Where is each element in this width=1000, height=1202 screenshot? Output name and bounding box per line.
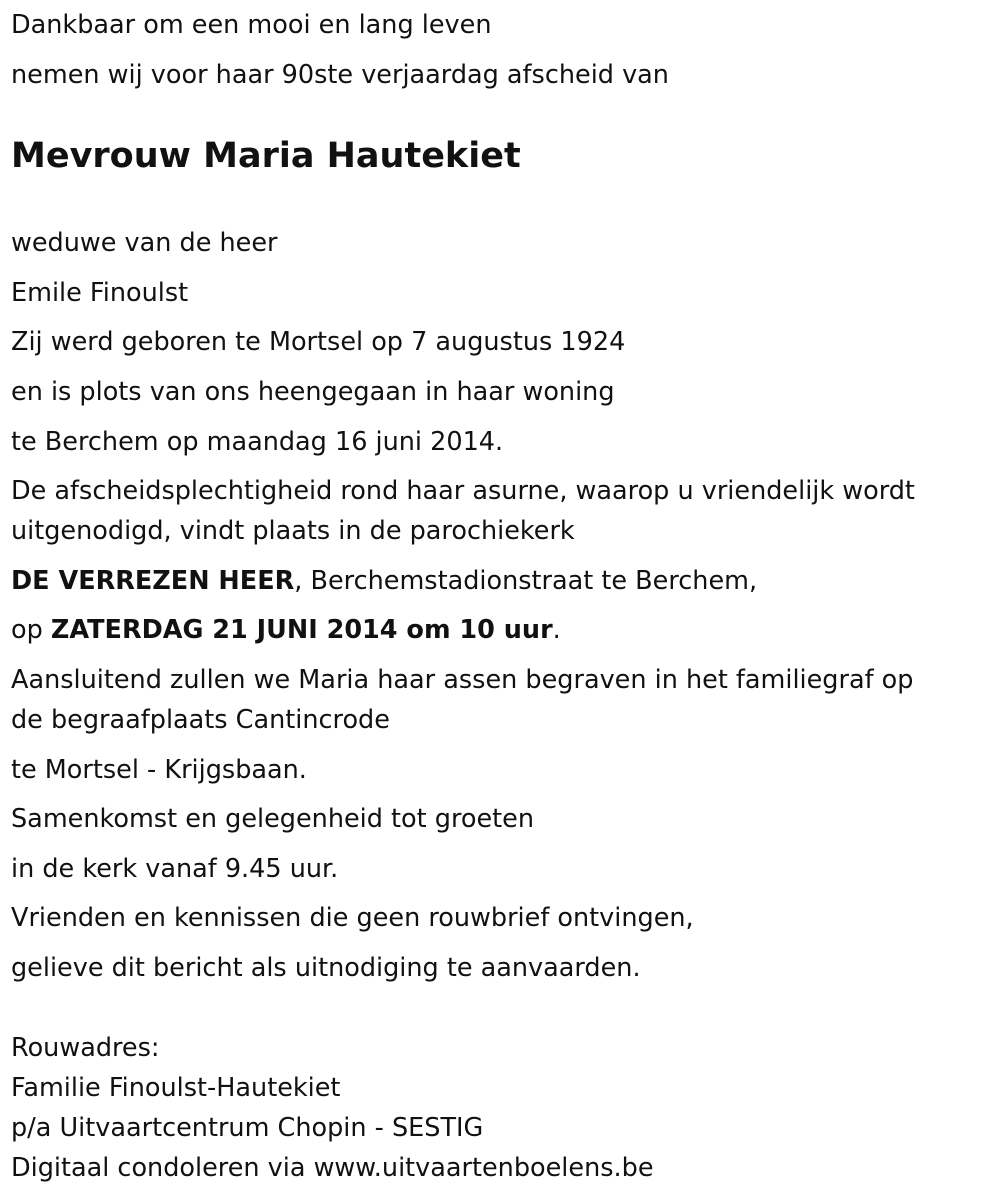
ceremony-date: ZATERDAG 21 JUNI 2014 om 10 uur (50, 615, 553, 645)
date-suffix: . (552, 615, 561, 645)
address-care-of: p/a Uitvaartcentrum Chopin - SESTIG (11, 1113, 484, 1143)
address-family: Familie Finoulst-Hautekiet (11, 1073, 341, 1103)
widow-line: weduwe van de heer (11, 228, 278, 258)
church-name: DE VERREZEN HEER (11, 566, 295, 596)
meeting-line-2: in de kerk vanaf 9.45 uur. (11, 854, 339, 884)
intro-line-1: Dankbaar om een mooi en lang leven (11, 10, 492, 40)
condolence-website: www.uitvaartenboelens.be (313, 1153, 654, 1183)
spouse-name: Emile Finoulst (11, 278, 189, 308)
burial-line-2: de begraafplaats Cantincrode (11, 705, 390, 735)
condolence-line (11, 1148, 654, 1188)
date-prefix: op (11, 615, 51, 645)
burial-line-1: Aansluitend zullen we Maria haar assen begraven in het familiegraf op (11, 665, 914, 695)
church-line (11, 561, 757, 601)
date-line (11, 610, 561, 650)
condolence-prefix: Digitaal condoleren via (11, 1153, 314, 1183)
ceremony-line-1: De afscheidsplechtigheid rond haar asurne, waarop u vriendelijk wordt (11, 476, 915, 506)
burial-line-3: te Mortsel - Krijgsbaan. (11, 755, 307, 785)
address-label: Rouwadres: (11, 1033, 160, 1063)
deceased-name: Mevrouw Maria Hautekiet (11, 136, 521, 176)
birth-line: Zij werd geboren te Mortsel op 7 augustus 1924 (11, 327, 626, 357)
intro-line-2: nemen wij voor haar 90ste verjaardag afscheid van (11, 60, 669, 90)
ceremony-line-2: uitgenodigd, vindt plaats in de parochiekerk (11, 516, 575, 546)
passed-line: en is plots van ons heengegaan in haar woning (11, 377, 615, 407)
friends-line-2: gelieve dit bericht als uitnodiging te aanvaarden. (11, 953, 641, 983)
passed-place-line: te Berchem op maandag 16 juni 2014. (11, 427, 504, 457)
meeting-line-1: Samenkomst en gelegenheid tot groeten (11, 804, 535, 834)
church-address: , Berchemstadionstraat te Berchem, (294, 566, 758, 596)
friends-line-1: Vrienden en kennissen die geen rouwbrief ontvingen, (11, 903, 694, 933)
